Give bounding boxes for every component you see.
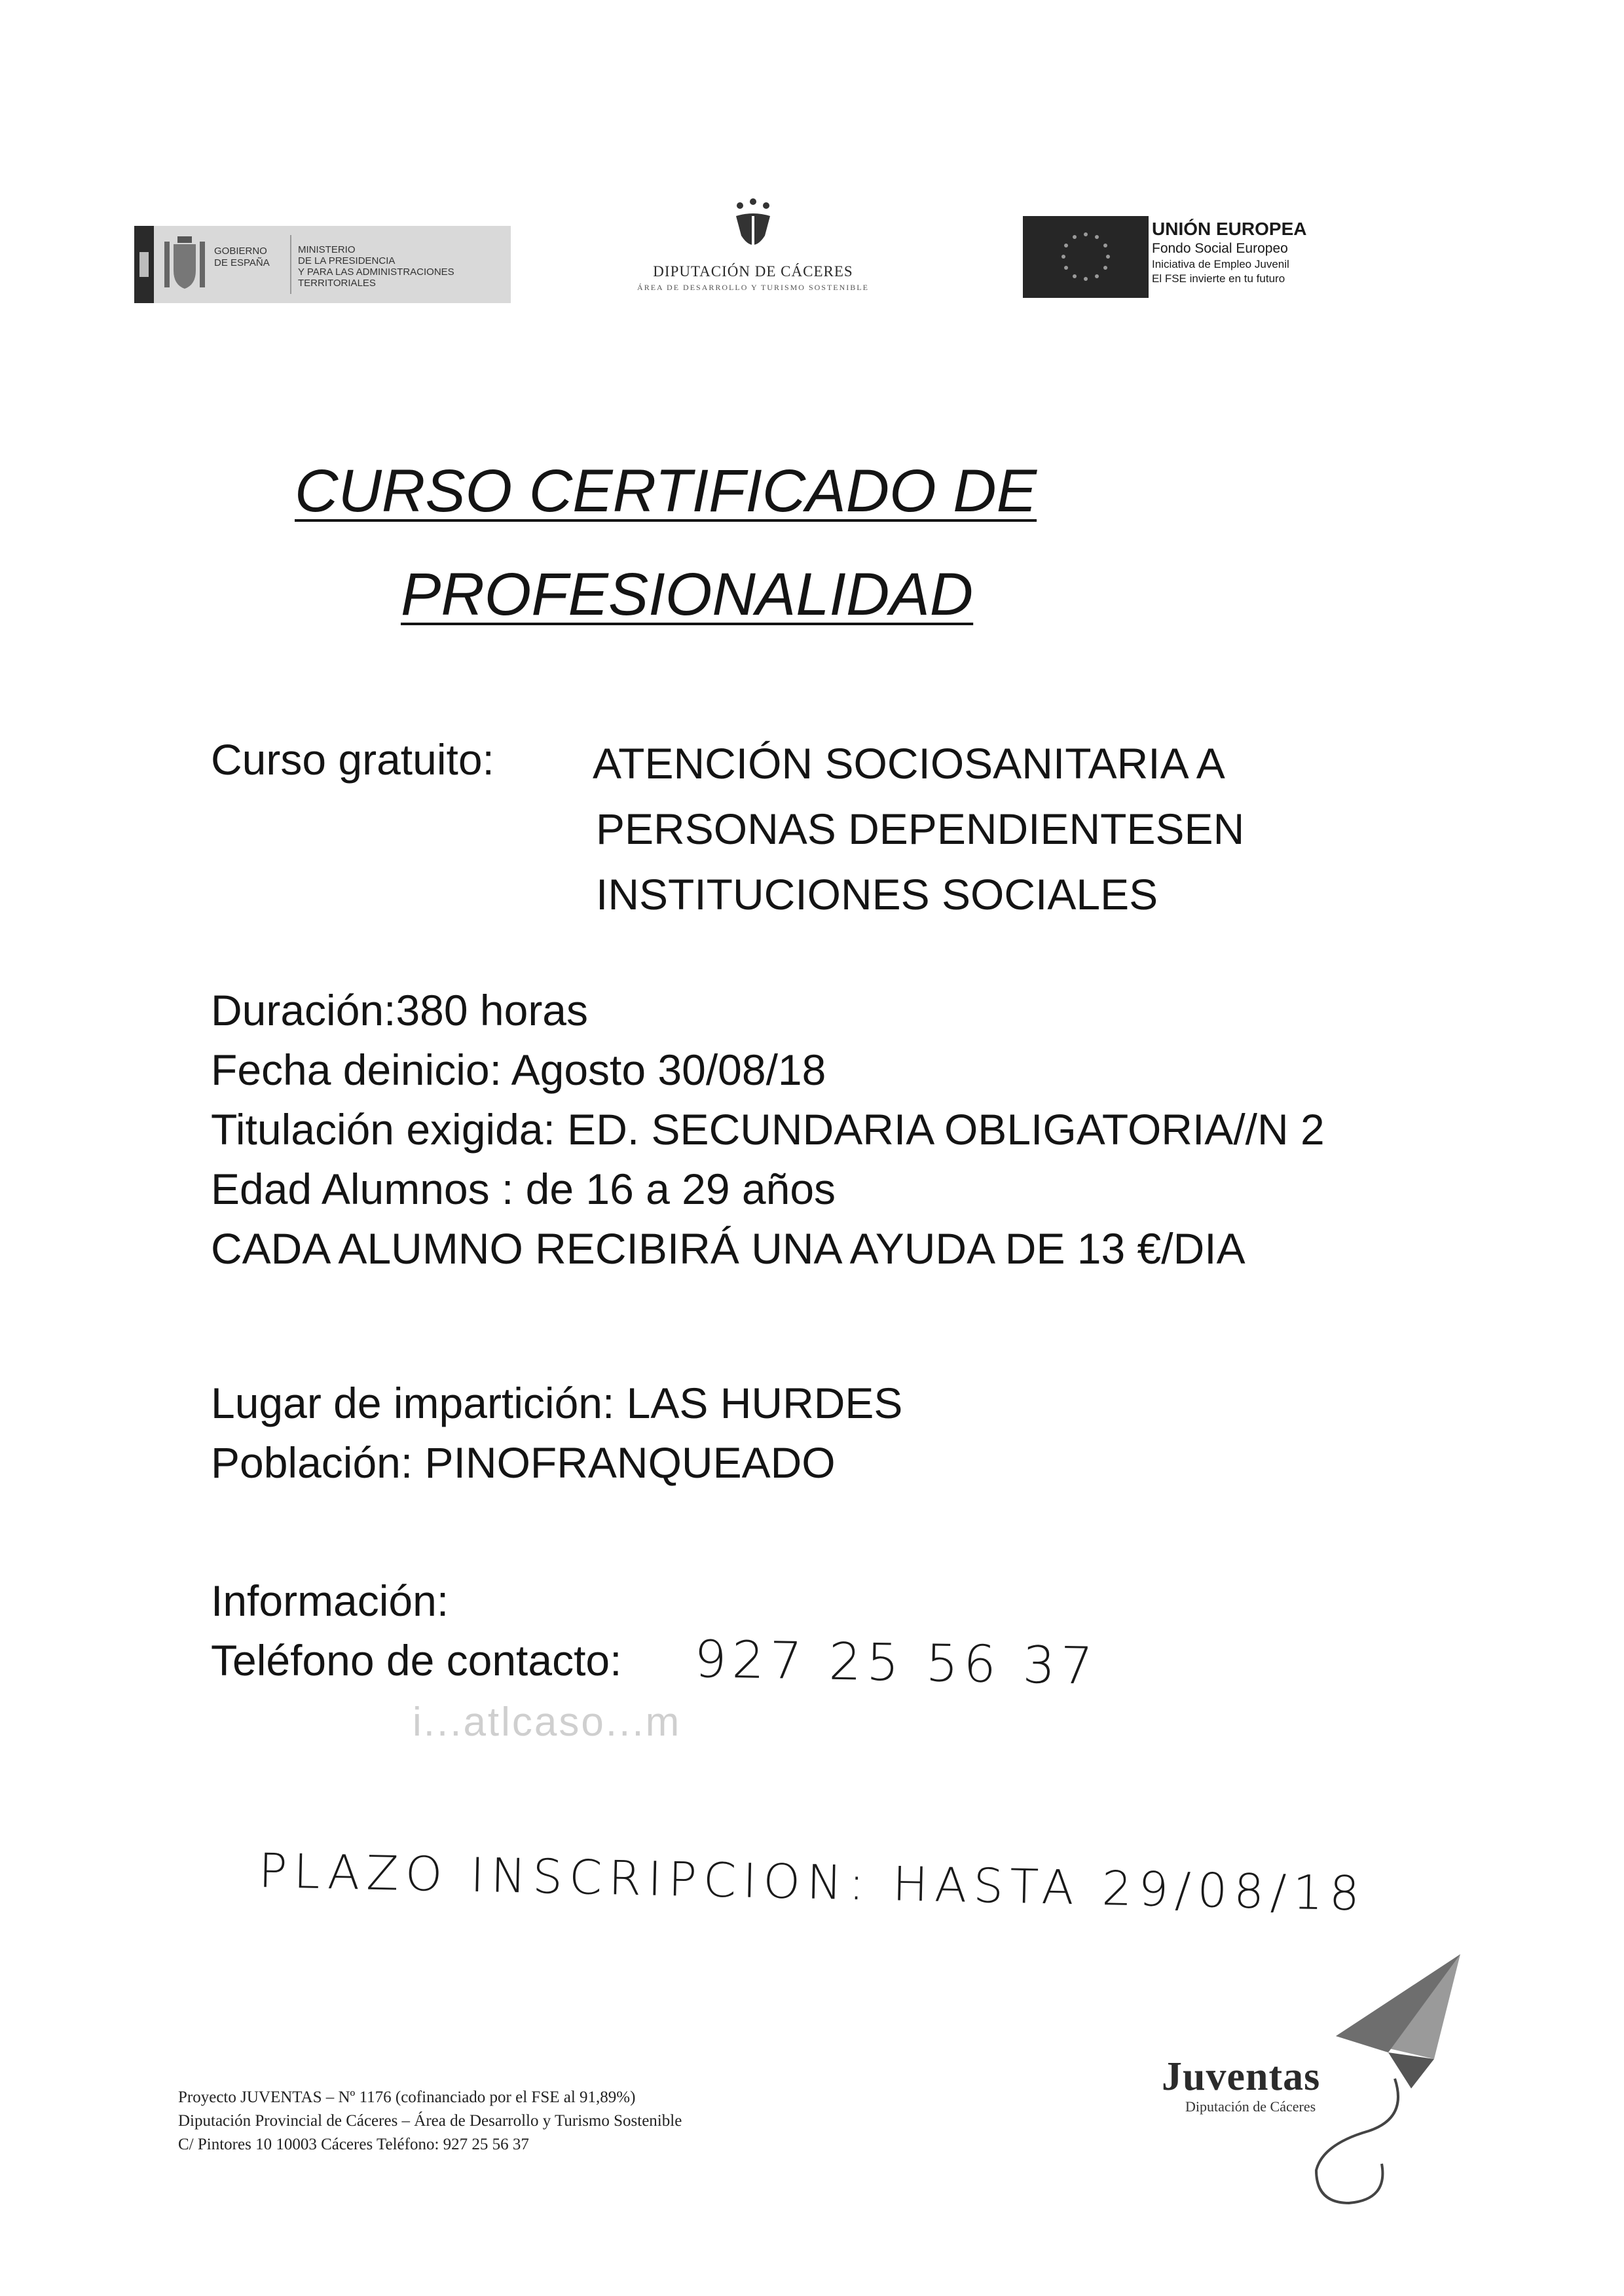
coat-of-arms-icon — [162, 235, 208, 294]
duracion-text: Duración:380 horas — [211, 986, 589, 1034]
curso-name-line-1: ATENCIÓN SOCIOSANITARIA A — [593, 739, 1225, 788]
gobierno-ministerio-logo — [134, 226, 511, 303]
curso-name-line-3: INSTITUCIONES SOCIALES — [596, 870, 1158, 919]
juventas-logo — [1153, 1954, 1460, 2210]
curso-label: Curso gratuito: — [211, 735, 494, 784]
informacion-label: Información: — [211, 1576, 449, 1625]
diputacion-caceres-logo — [629, 196, 877, 308]
ayuda-text: CADA ALUMNO RECIBIRÁ UNA AYUDA DE 13 €/DIA — [211, 1224, 1246, 1273]
telefono-number: 927 25 56 37 — [693, 1630, 1099, 1696]
footer-info — [178, 2086, 682, 2157]
diputacion-name: DIPUTACIÓN DE CÁCERES — [653, 263, 853, 280]
footer-line-2: Diputación Provincial de Cáceres – Área de Desarrollo y Turismo Sostenible — [178, 2112, 682, 2130]
footer-line-3: C/ Pintores 10 10003 Cáceres Teléfono: 927 25 56 37 — [178, 2136, 529, 2153]
poblacion-text: Población: PINOFRANQUEADO — [211, 1438, 836, 1487]
lugar-imparticion-text: Lugar de impartición: LAS HURDES — [211, 1379, 903, 1427]
diputacion-area: ÁREA DE DESARROLLO Y TURISMO SOSTENIBLE — [637, 283, 869, 292]
footer-line-1: Proyecto JUVENTAS – Nº 1176 (cofinanciado por el FSE al 91,89%) — [178, 2088, 636, 2106]
faded-web-text: i...atlcaso...m — [413, 1700, 682, 1745]
telefono-label: Teléfono de contacto: — [211, 1636, 622, 1685]
union-europea-logo — [1023, 216, 1350, 301]
curso-name-line-2: PERSONAS DEPENDIENTESEN — [596, 805, 1245, 853]
fecha-inicio-text: Fecha deinicio: Agosto 30/08/18 — [211, 1046, 826, 1094]
ministerio-text: MINISTERIO DE LA PRESIDENCIA Y PARA LAS ADMINISTRACIONES TERRITORIALES — [298, 244, 454, 289]
spain-flag-icon — [134, 226, 154, 303]
plazo-inscripcion-text: PLAZO INSCRIPCION: HASTA 29/08/18 — [258, 1843, 1367, 1922]
page-title-line-1: CURSO CERTIFICADO DE — [295, 458, 1037, 524]
edad-alumnos-text: Edad Alumnos : de 16 a 29 años — [211, 1165, 836, 1213]
juventas-name: Juventas — [1162, 2054, 1321, 2099]
page-title-line-2: PROFESIONALIDAD — [401, 561, 974, 628]
eu-flag-icon — [1023, 216, 1149, 298]
gobierno-text: GOBIERNO DE ESPAÑA — [214, 246, 270, 268]
diputacion-emblem-icon — [727, 196, 779, 255]
juventas-sub: Diputación de Cáceres — [1185, 2098, 1316, 2115]
titulacion-text: Titulación exigida: ED. SECUNDARIA OBLIGATORIA//N 2 — [211, 1105, 1325, 1154]
ue-text: UNIÓN EUROPEA Fondo Social Europeo Iniciativa de Empleo Juvenil El FSE invierte en tu futuro — [1152, 219, 1307, 285]
